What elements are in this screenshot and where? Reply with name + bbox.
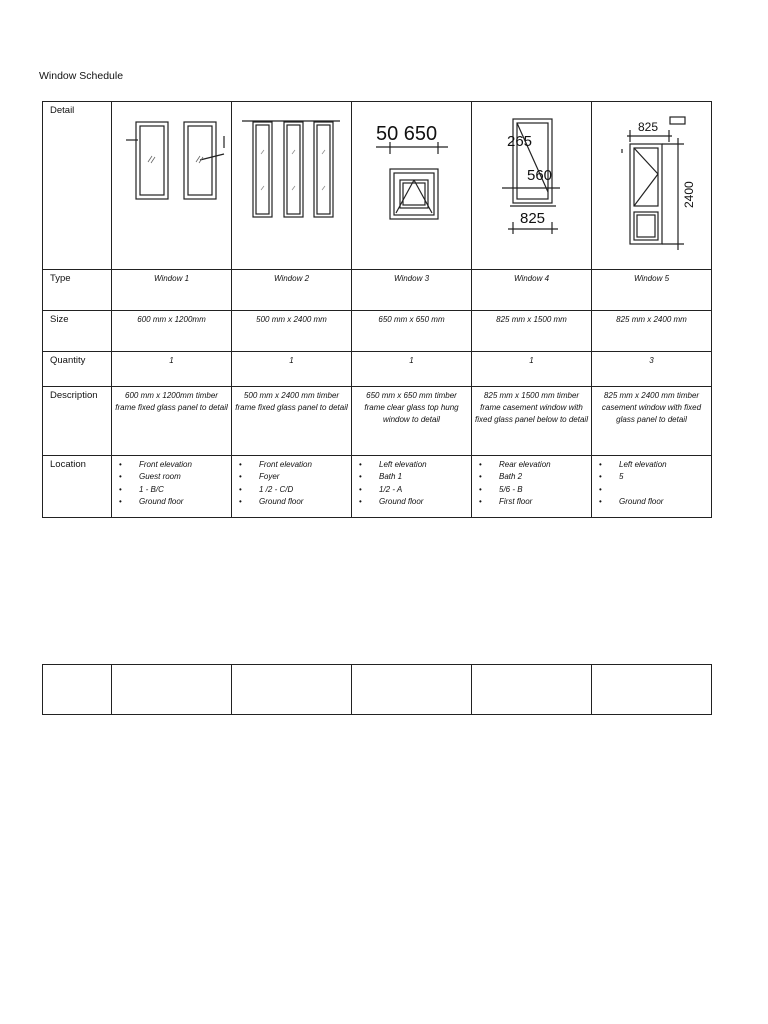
list-item: • Guest room	[116, 471, 229, 483]
empty-cell	[43, 665, 112, 715]
list-item: • Bath 1	[356, 471, 469, 483]
list-item: • Foyer	[236, 471, 349, 483]
window-schedule-table	[42, 101, 712, 518]
window-3-dimension: 50 650	[376, 123, 438, 145]
list-item: • Front elevation	[116, 459, 229, 471]
list-item: • First floor	[476, 496, 589, 508]
detail-window-3	[352, 102, 472, 270]
list-item: • Ground floor	[236, 496, 349, 508]
description-cell: 650 mm x 650 mm timber frame clear glass top hung window to detail	[352, 387, 472, 456]
empty-cell	[352, 665, 472, 715]
window-5-top-dimension: 825	[638, 120, 659, 134]
bullet-icon: •	[479, 460, 482, 469]
size-cell: 825 mm x 1500 mm	[472, 311, 592, 352]
bullet-icon: •	[119, 472, 122, 482]
bullet-icon: •	[479, 472, 482, 482]
detail-row	[43, 102, 712, 270]
window-5-casement	[634, 148, 658, 206]
detail-window-1	[112, 102, 232, 270]
window-1-sash-b	[188, 126, 212, 195]
empty-cell	[592, 665, 712, 715]
row-header-size: Size	[43, 311, 112, 352]
list-item: • Ground floor	[116, 496, 229, 508]
bullet-icon: •	[239, 472, 242, 482]
bullet-icon: •	[599, 460, 602, 469]
list-item: • 1/2 - A	[356, 484, 469, 496]
location-cell	[232, 456, 352, 518]
location-list	[596, 459, 709, 509]
list-item: • Ground floor	[596, 496, 709, 508]
detail-window-2	[232, 102, 352, 270]
bullet-icon: •	[599, 484, 602, 494]
description-cell: 825 mm x 1500 mm timber frame casement window with fixed glass panel below to detail	[472, 387, 592, 456]
type-cell: Window 1	[112, 270, 232, 311]
location-cell	[112, 456, 232, 518]
window-5-frame	[630, 144, 662, 244]
list-item: • 5	[596, 471, 709, 483]
detail-window-4	[472, 102, 592, 270]
window-1-drawing	[112, 102, 232, 270]
empty-row	[43, 665, 712, 715]
detail-window-5	[592, 102, 712, 270]
bullet-icon: •	[119, 497, 122, 507]
list-item	[596, 484, 709, 496]
empty-table	[42, 664, 712, 715]
empty-cell	[232, 665, 352, 715]
row-header-location: Location	[43, 456, 112, 518]
type-cell: Window 4	[472, 270, 592, 311]
type-row	[43, 270, 712, 311]
bullet-icon: •	[239, 484, 242, 494]
size-cell: 600 mm x 1200mm	[112, 311, 232, 352]
type-cell: Window 5	[592, 270, 712, 311]
quantity-cell: 1	[112, 352, 232, 387]
bullet-icon: •	[479, 497, 482, 507]
window-3-sash	[400, 180, 428, 208]
list-item: • Left elevation	[356, 459, 469, 471]
bullet-icon: •	[119, 484, 122, 494]
window-3-drawing	[352, 102, 472, 270]
empty-cell	[112, 665, 232, 715]
window-5-drawing	[592, 102, 712, 270]
quantity-cell: 1	[352, 352, 472, 387]
window-4-mid-dimension: 560	[527, 167, 553, 184]
bullet-icon: •	[599, 472, 602, 482]
location-cell	[352, 456, 472, 518]
location-list	[356, 459, 469, 509]
list-item: • Bath 2	[476, 471, 589, 483]
description-row	[43, 387, 712, 456]
quantity-cell: 1	[472, 352, 592, 387]
list-item: • Ground floor	[356, 496, 469, 508]
location-row	[43, 456, 712, 518]
list-item: • 1 - B/C	[116, 484, 229, 496]
location-cell	[472, 456, 592, 518]
bullet-icon: •	[359, 472, 362, 482]
bullet-icon: •	[479, 484, 482, 494]
list-item: • 5/6 - B	[476, 484, 589, 496]
row-header-detail: Detail	[43, 102, 112, 270]
window-4-bottom-dimension: 825	[520, 210, 546, 227]
description-cell: 600 mm x 1200mm timber frame fixed glass panel to detail	[112, 387, 232, 456]
bullet-icon: •	[119, 460, 122, 469]
bullet-icon: •	[239, 460, 242, 469]
bullet-icon: •	[599, 497, 602, 507]
window-4-frame	[513, 119, 552, 203]
window-4-top-dimension: 265	[507, 133, 533, 150]
window-2-drawing	[232, 102, 352, 270]
window-5-side-dimension: 2400	[682, 181, 696, 208]
row-header-description: Description	[43, 387, 112, 456]
row-header-type: Type	[43, 270, 112, 311]
bullet-icon: •	[239, 497, 242, 507]
list-item: • Rear elevation	[476, 459, 589, 471]
description-cell: 500 mm x 2400 mm timber frame fixed glass panel to detail	[232, 387, 352, 456]
description-cell: 825 mm x 2400 mm timber casement window with fixed glass panel to detail	[592, 387, 712, 456]
row-header-quantity: Quantity	[43, 352, 112, 387]
type-cell: Window 3	[352, 270, 472, 311]
bullet-icon: •	[359, 460, 362, 469]
window-1-frame-a	[136, 122, 168, 199]
size-row	[43, 311, 712, 352]
quantity-row	[43, 352, 712, 387]
quantity-cell: 1	[232, 352, 352, 387]
location-list	[476, 459, 589, 509]
size-cell: 500 mm x 2400 mm	[232, 311, 352, 352]
size-cell: 650 mm x 650 mm	[352, 311, 472, 352]
location-list	[236, 459, 349, 509]
list-item: • Front elevation	[236, 459, 349, 471]
bullet-icon: •	[359, 497, 362, 507]
list-item: • 1 /2 - C/D	[236, 484, 349, 496]
window-1-sash-a	[140, 126, 164, 195]
type-cell: Window 2	[232, 270, 352, 311]
window-1-frame-b	[184, 122, 216, 199]
location-cell	[592, 456, 712, 518]
window-4-drawing	[472, 102, 592, 270]
document-title: Window Schedule	[39, 70, 124, 82]
empty-cell	[472, 665, 592, 715]
list-item: • Left elevation	[596, 459, 709, 471]
size-cell: 825 mm x 2400 mm	[592, 311, 712, 352]
quantity-cell: 3	[592, 352, 712, 387]
location-list	[116, 459, 229, 509]
bullet-icon: •	[359, 484, 362, 494]
